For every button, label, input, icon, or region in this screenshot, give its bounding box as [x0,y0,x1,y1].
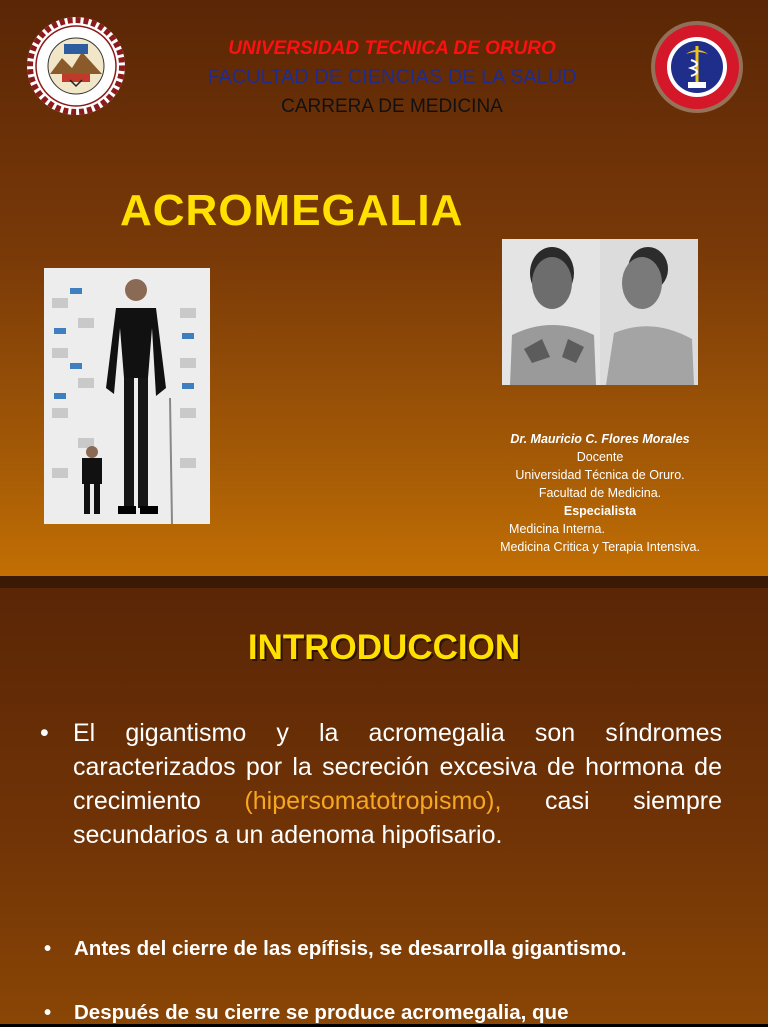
author-faculty: Facultad de Medicina. [538,486,662,500]
slide-title-text: ACROMEGALIA [120,186,464,235]
bullet-marker: • [44,1001,52,1024]
bullet-gigantism [44,934,734,963]
author-institution: Universidad Técnica de Oruro. [515,468,685,482]
giant-man-photo [44,268,210,524]
specialty-internal-medicine: Medicina Interna. [509,522,605,536]
bullet-definition [40,716,722,852]
university-seal-logo [26,16,126,116]
bullet-definition-text [73,716,722,852]
definition-text-part1: El gigantismo y la acromegalia son síndromes caracterizados por la secreción excesiva de hormona de crecimiento [73,719,722,815]
bullet-marker: • [40,719,49,747]
faculty-seal-logo [650,20,744,114]
bullet-acromegaly [44,998,734,1027]
specialty-critical-care: Medicina Critica y Terapia Intensiva. [500,540,700,554]
specialist-label: Especialista [563,504,637,518]
acromegaly-patient-photo [502,239,698,385]
bullet-marker: • [44,937,52,960]
slide-separator [0,576,768,588]
career-name: CARRERA DE MEDICINA [281,96,503,117]
hipersomatotropismo-highlight: (hipersomatotropismo), [244,787,502,815]
definition-text-part2: casi siempre secundarios a un adenoma hipofisario. [73,787,723,849]
bullet-gigantism-text: Antes del cierre de las epífisis, se desarrolla gigantismo. [74,937,627,960]
author-role: Docente [576,450,624,464]
introduction-heading: INTRODUCCION [247,628,521,667]
faculty-name: FACULTAD DE CIENCIAS DE LA SALUD [207,66,577,88]
author-name: Dr. Mauricio C. Flores Morales [510,432,690,446]
university-name: UNIVERSIDAD TECNICA DE ORURO [228,38,556,59]
bullet-acromegaly-text: Después de su cierre se produce acromegalia, que [74,1001,569,1024]
